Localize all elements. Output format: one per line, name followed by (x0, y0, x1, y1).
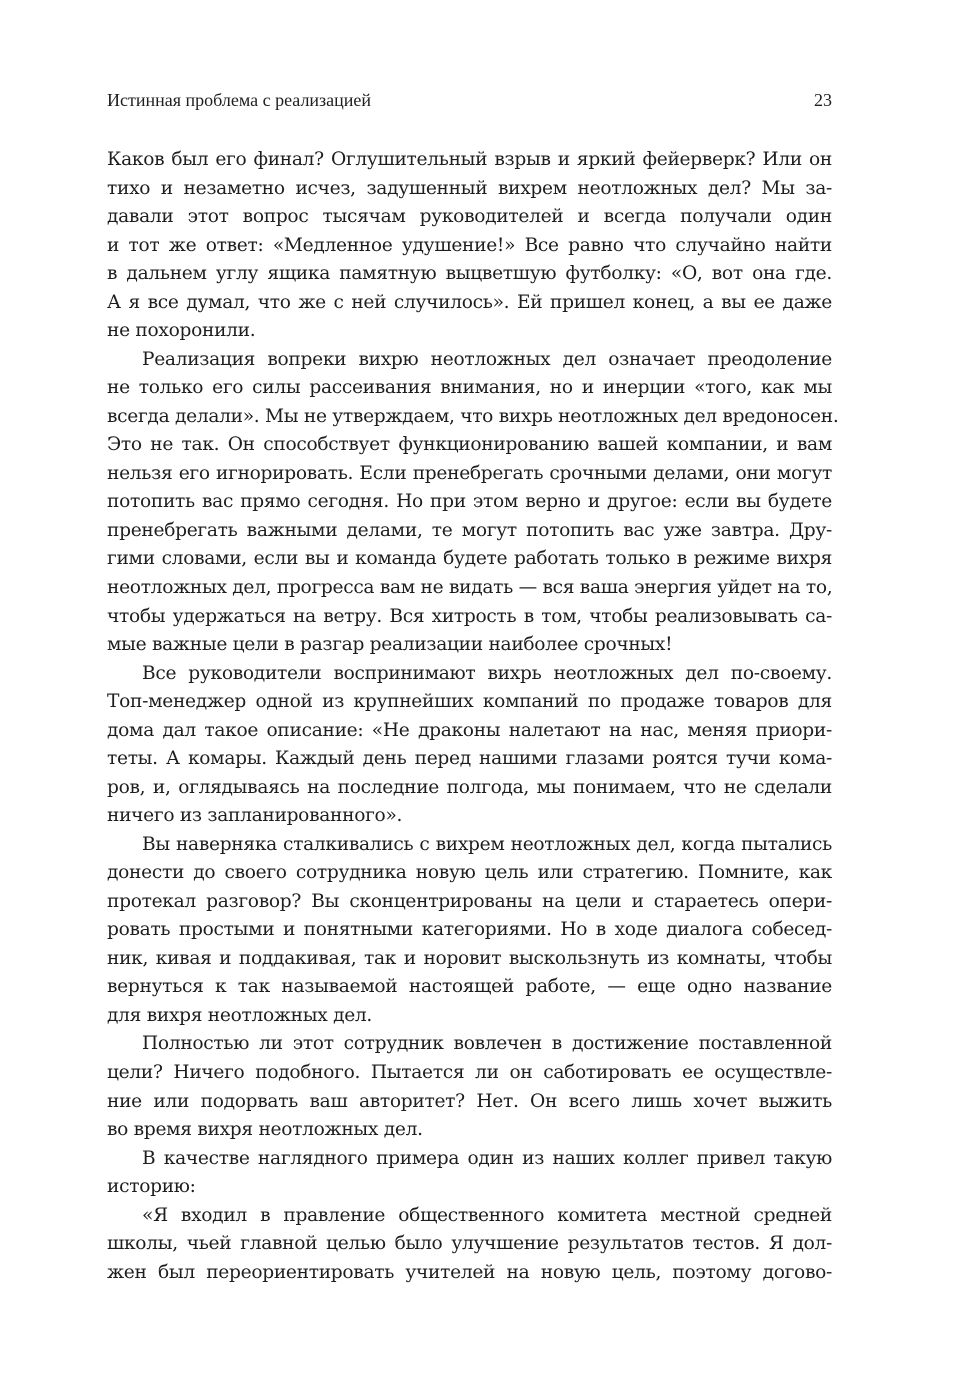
text-line: вернуться к так называемой настоящей работе, — еще одно название (107, 976, 832, 998)
text-line: Реализация вопреки вихрю неотложных дел означает преодоление (142, 348, 832, 370)
text-line: Все руководители воспринимают вихрь неотложных дел по-своему. (142, 662, 832, 684)
text-line: ничего из запланированного». (107, 805, 403, 827)
running-header-title: Истинная проблема с реализацией (107, 90, 372, 110)
text-line: неотложных дел, прогресса вам не видать — вся ваша энергия уйдет на то, (107, 576, 833, 598)
body-text (107, 146, 839, 1287)
text-line: для вихря неотложных дел. (107, 1004, 373, 1026)
text-line: ров, и, оглядываясь на последние полгода, мы понимаем, что не сделали (107, 776, 832, 798)
text-line: гими словами, если вы и команда будете работать только в режиме вихря (107, 548, 832, 570)
text-line: историю: (107, 1176, 196, 1198)
text-line: Каков был его финал? Оглушительный взрыв и яркий фейерверк? Или он (107, 149, 832, 170)
text-line: Вы наверняка сталкивались с вихрем неотложных дел, когда пытались (142, 833, 832, 855)
text-line: тихо и незаметно исчез, задушенный вихрем неотложных дел? Мы за- (107, 177, 832, 199)
text-line: жен был переориентировать учителей на новую цель, поэтому догово- (107, 1261, 832, 1283)
text-line: «Я входил в правление общественного комитета местной средней (142, 1204, 832, 1226)
text-line: не только его силы рассеивания внимания, но и инерции «того, как мы (107, 377, 832, 399)
text-line: Полностью ли этот сотрудник вовлечен в достижение поставленной (142, 1033, 832, 1055)
text-line: А я все думал, что же с ней случилось». Ей пришел конец, а вы ее даже (107, 291, 832, 313)
text-line: всегда делали». Мы не утверждаем, что вихрь неотложных дел вредоносен. (107, 405, 839, 427)
text-line: протекал разговор? Вы сконцентрированы на цели и стараетесь опери- (107, 890, 832, 912)
text-line: потопить вас прямо сегодня. Но при этом верно и другое: если вы будете (107, 491, 832, 513)
text-line: чтобы удержаться на ветру. Вся хитрость в том, чтобы реализовывать са- (107, 605, 832, 627)
text-line: во время вихря неотложных дел. (107, 1119, 423, 1141)
text-line: цели? Ничего подобного. Пытается ли он саботировать ее осуществле- (107, 1062, 832, 1083)
text-line: В качестве наглядного примера один из наших коллег привел такую (142, 1147, 832, 1169)
text-line: в дальнем углу ящика памятную выцветшую футболку: «О, вот она где. (107, 263, 832, 285)
page-number: 23 (814, 90, 832, 110)
text-line: давали этот вопрос тысячам руководителей и всегда получали один (107, 206, 832, 228)
text-line: ние или подорвать ваш авторитет? Нет. Он всего лишь хочет выжить (107, 1090, 832, 1112)
text-line: теты. А комары. Каждый день перед нашими глазами роятся тучи кома- (107, 748, 832, 770)
text-line: мые важные цели в разгар реализации наиболее срочных! (107, 634, 673, 656)
text-line: Это не так. Он способствует функционированию вашей компании, и вам (107, 434, 832, 456)
text-line: школы, чьей главной целью было улучшение результатов тестов. Я дол- (107, 1233, 832, 1255)
text-line: пренебрегать важными делами, те могут потопить вас уже завтра. Дру- (107, 519, 832, 541)
text-line: и тот же ответ: «Медленное удушение!» Все равно что случайно найти (107, 234, 832, 256)
text-line: ровать простыми и понятными категориями. Но в ходе диалога собесед- (107, 919, 832, 941)
text-line: дома дал такое описание: «Не драконы налетают на нас, меняя приори- (107, 719, 832, 741)
text-line: донести до своего сотрудника новую цель или стратегию. Помните, как (107, 862, 832, 884)
text-line: не похоронили. (107, 320, 256, 342)
text-line: нельзя его игнорировать. Если пренебрегать срочными делами, они могут (107, 462, 832, 484)
text-line: ник, кивая и поддакивая, так и норовит выскользнуть из комнаты, чтобы (107, 947, 832, 969)
text-line: Топ-менеджер одной из крупнейших компаний по продаже товаров для (107, 691, 832, 713)
